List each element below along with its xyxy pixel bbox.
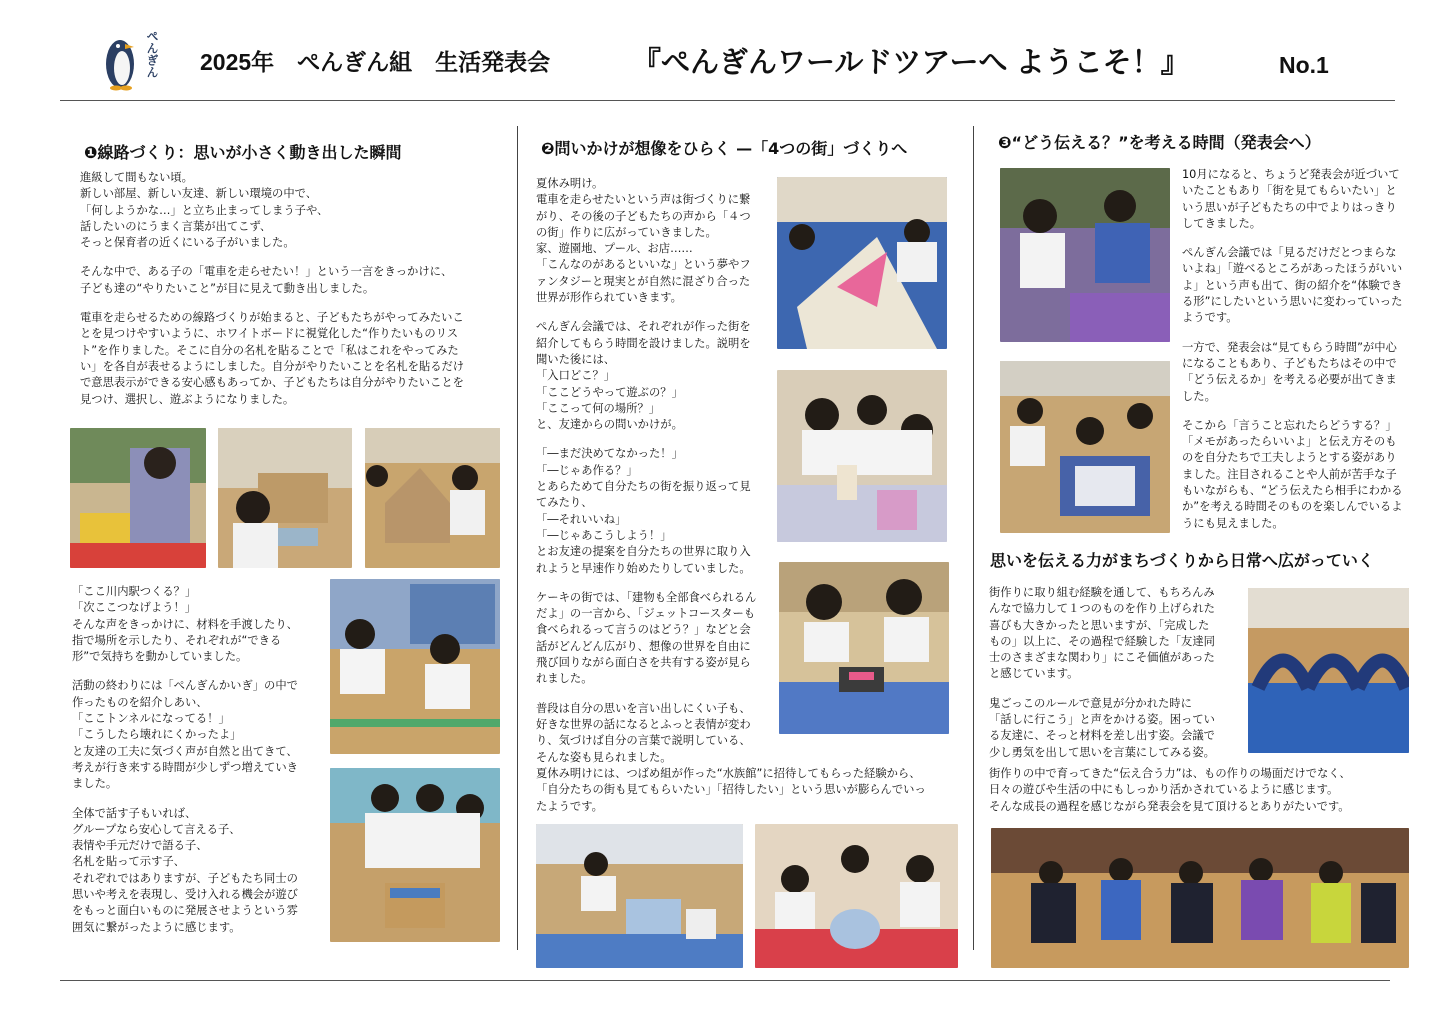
photo-girls-memo — [1000, 168, 1170, 342]
section4-text — [989, 585, 1244, 774]
section1-para4: 「ここ川内駅つくる？」 「次ここつなげよう！」 そんな声をきっかけに、材料を手渡したり、 指で場所を示したり、それぞれが“できる 形”で気持ちを動かしていました。 — [72, 585, 298, 664]
section2-text-b — [536, 766, 956, 828]
issue-number: No.1 — [1279, 52, 1329, 78]
section1-para5: 活動の終わりには「ぺんぎんかいぎ」の中で 作ったものを紹介しあい、 「ここトンネルになってる！」 「こうしたら壊れにくかったよ」 と友達の工夫に気づく声が自然と出てきて、 考えが行き来する時間が少しずつ増えていき ました。 — [72, 679, 298, 791]
section2-heading: ❷問いかけが想像をひらく —「4つの街」づくりへ — [541, 139, 908, 158]
section2-para3: 「―まだ決めてなかった！」 「―じゃあ作る？」 とあらためて自分たちの街を振り返って見 てみたり、 「―それいいね」 「―じゃあこうしよう！」 とお友達の提案を自分たちの世界に取り入 れようと早速作り始めたりしていました。 — [536, 447, 751, 575]
event-title: 『ぺんぎんワールドツアーへ ようこそ！』 — [632, 47, 1190, 79]
section3-para1: 10月になると、ちょうど発表会が近づいて いたこともあり「街を見てもらいたい」と いう思いが子どもたちの中でよりはっきり してきました。 — [1182, 168, 1400, 230]
section1-para2: そんな中で、ある子の「電車を走らせたい！」という一言をきっかけに、 子ども達の“やりたいこと”が目に見えて動き出しました。 — [80, 265, 453, 295]
section3-para2: ぺんぎん会議では「見るだけだとつまらな いよね」「遊べるところがあったほうがいい よ」という声も出て、街の紹介を“体験でき る形”にしたいという思いに変わっていった ようです。 — [1182, 246, 1403, 325]
column-divider-1 — [517, 126, 518, 950]
section3-para3: 一方で、発表会は“見てもらう時間”が中心 になることもあり、子どもたちはその中で 「どう伝えるか」を考える必要が出てきま した。 — [1182, 340, 1397, 403]
section4-para1: 街作りに取り組む経験を通して、もちろんみ んなで協力して１つのものを作り上げられた 喜びも大きかったと思いますが、「完成した もの」以上に、その過程で経験した「友達同 士のさまざまな関わり」にこそ価値があった と感じています。 — [989, 586, 1215, 681]
photo-boys-track — [330, 579, 500, 754]
photo-children-cake — [755, 824, 958, 968]
section4-heading: 思いを伝える力がまちづくりから日常へ広がっていく — [990, 551, 1374, 570]
footer-divider — [60, 980, 1390, 981]
section3-para4: そこから「言うこと忘れたらどうする？」 「メモがあったらいいよ」と伝え方そのも のを自分たちで工夫しようとする姿があり ました。注目されることや人前が苦手な子 もいながらも、“どう伝えたら相手にわかる か”を考える時間そのものを楽しんでいるよ うにも見えました。 — [1182, 418, 1403, 530]
photo-children-bridge-pose — [1248, 588, 1409, 753]
photo-child-building — [218, 428, 352, 568]
section3-text — [1182, 167, 1422, 545]
photo-stage-costumes — [991, 828, 1409, 968]
section2-para4: ケーキの街では、「建物も全部食べられるん だよ」の一言から、「ジェットコースターも 食べられるって言うのはどう？」などと会 話がどんどん広がり、想像の世界を自由に 飛び回りながら面白さを共有する姿が見ら れました。 — [536, 590, 757, 686]
section2-para1: 夏休み明け。 電車を走らせたいという声は街づくりに繋 がり、その後の子どもたちの声から「４つ の街」作りに広がっていきました。 家、遊園地、プール、お店…… 「こんなのがあるといいな」という夢やフ ァンタジーと現実とが自然に混ざり合った 世界が形作られていきます。 — [536, 177, 751, 305]
section1-intro — [80, 170, 510, 421]
section2-para2: ぺんぎん会議では、それぞれが作った街を 紹介してもらう時間を設けました。説明を 聞いた後には、 「入口どこ？」 「ここどうやって遊ぶの？」 「ここって何の場所？」 と、友達からの問いかけが。 — [536, 320, 751, 432]
photo-children-box — [330, 768, 500, 942]
section1-para3: 電車を走らせるための線路づくりが始まると、子どもたちがやってみたいこ とを見つけやすいように、ホワイトボードに視覚化した“作りたいものリス ト”を作りました。そこに自分の名札を貼ることで「私はこれをやってみた い」を各自が表せるようにしました。自分がやりたいことを名札を貼るだけ で意思表示ができる安心感もあってか、子どもたちは自分がやりたいことを 見つけ、選択し、遊ぶようになりました。 — [80, 311, 465, 406]
section4-para2: 鬼ごっこのルールで意見が分かれた時に 「話しに行こう」と声をかける姿。困ってい る友達に、そっと材料を差し出す姿。会議で 少し勇気を出して思いを言葉にしてみる姿。 — [989, 696, 1215, 759]
section1-heading: ❶線路づくり：思いが小さく動き出した瞬間 — [84, 143, 402, 162]
photo-group-map — [1000, 361, 1170, 533]
section3-heading: ❸“どう伝える？”を考える時間（発表会へ） — [998, 133, 1321, 152]
photo-child-drawing — [70, 428, 206, 568]
page-title: 2025年 ぺんぎん組 生活発表会 — [200, 49, 551, 75]
photo-cake-town — [536, 824, 743, 968]
section1-conversation — [72, 584, 327, 949]
column-divider-2 — [973, 126, 974, 950]
section1-para1: 進級して間もない頃。 新しい部屋、新しい友達、新しい環境の中で、 「何しようかな…」と立ち止まってしまう子や、 話したいのにうまく言葉が出てこず、 そっと保育者の近くにいる子がいました。 — [80, 171, 329, 250]
section2-para5: 普段は自分の思いを言い出しにくい子も、 好きな世界の話になるとふっと表情が変わ り、気づけば自分の言葉で説明している、 そんな姿も見られました。 — [536, 701, 751, 764]
section4-closing — [989, 766, 1409, 828]
photo-children-table — [777, 370, 947, 542]
photo-boys-checkered — [779, 562, 949, 734]
logo-lettering: ぺんぎん — [145, 30, 159, 78]
section2-text-a — [536, 176, 772, 779]
section4-para3: 街作りの中で育ってきた“伝え合う力”は、もの作りの場面だけでなく、 日々の遊びや生活の中にもしっかり活かされているように感じます。 そんな成長の過程を感じながら発表会を見て頂けるとありがたいです。 — [989, 767, 1351, 813]
section2-para6: 夏休み明けには、つばめ組が作った“水族館”に招待してもらった経験から、 「自分たちの街も見てもらいたい」「招待したい」という思いが膨らんでいっ たようです。 — [536, 767, 926, 813]
photo-painting-mountain — [777, 177, 947, 349]
header-divider — [60, 100, 1395, 101]
section1-para6: 全体で話す子もいれば、 グループなら安心して言える子、 表情や手元だけで語る子、 名札を貼って示す子、 それぞれではありますが、子どもたち同士の 思いや考えを表現し、受け入れる機会が遊び をもっと面白いものに発展させようという雰 囲気に繋がったように感じます。 — [72, 806, 298, 934]
photo-cardboard-station — [365, 428, 500, 568]
